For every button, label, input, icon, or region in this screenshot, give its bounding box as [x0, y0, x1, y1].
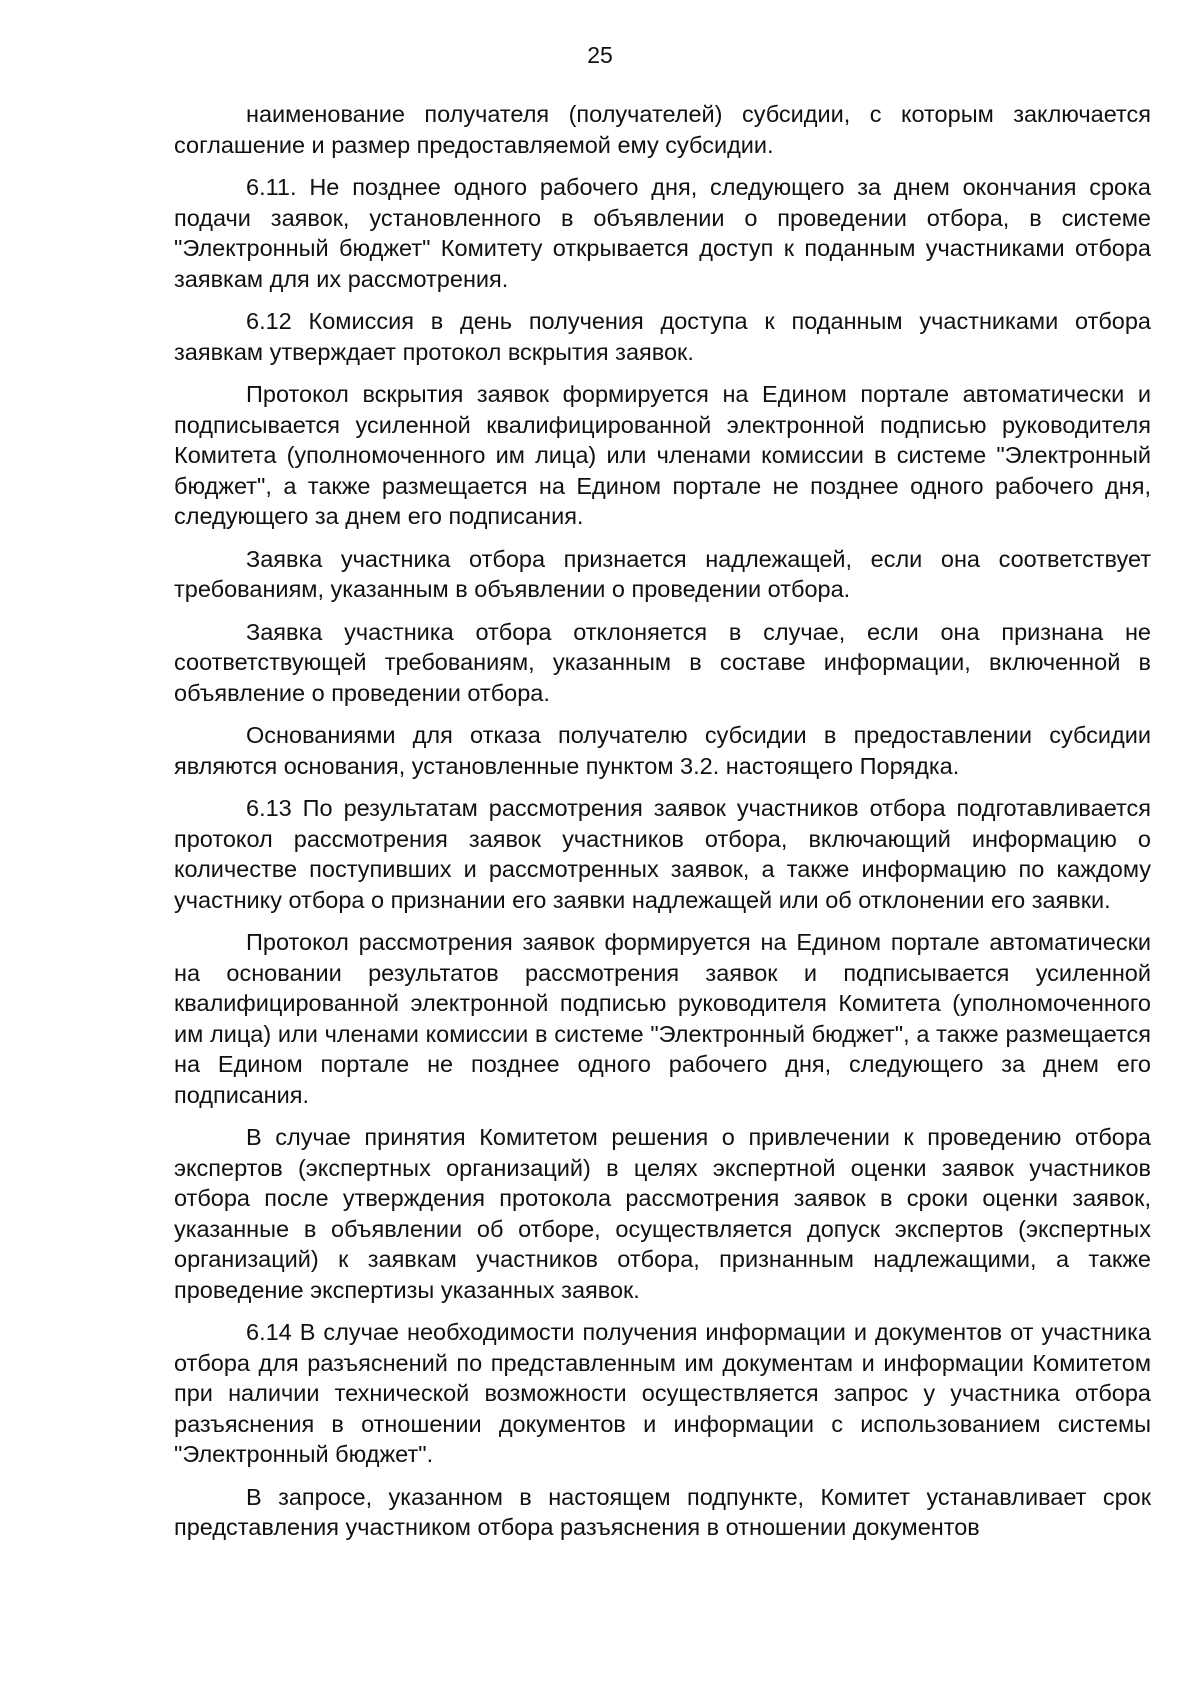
- paragraph-6-14: 6.14 В случае необходимости получения информации и документов от участника отбора для разъяснений по представленным им документам и информации Комитетом при наличии технической возможности осуществляется запрос у участника отбора разъяснения в отношении документов и информации с использованием системы "Электронный бюджет".: [174, 1319, 1151, 1467]
- document-body: [174, 99, 1151, 1555]
- paragraph-6-13: 6.13 По результатам рассмотрения заявок участников отбора подготавливается протокол рассмотрения заявок участников отбора, включающий информацию о количестве поступивших и рассмотренных заявок, а также информацию по каждому участнику отбора о признании его заявки надлежащей или об отклонении его заявки.: [174, 795, 1151, 913]
- paragraph-application-rejected: Заявка участника отбора отклоняется в случае, если она признана не соответствующей требованиям, указанным в составе информации, включенной в объявление о проведении отбора.: [174, 618, 1151, 706]
- paragraph-review-protocol: Протокол рассмотрения заявок формируется на Едином портале автоматически на основании результатов рассмотрения заявок и подписывается усиленной квалифицированной электронной подписью руководителя Комитета (уполномоченного им лица) или членами комиссии в системе "Электронный бюджет", а также размещается на Едином портале не позднее одного рабочего дня, следующего за днем его подписания.: [174, 929, 1151, 1108]
- paragraph-application-valid: Заявка участника отбора признается надлежащей, если она соответствует требованиям, указанным в объявлении о проведении отбора.: [174, 545, 1151, 602]
- paragraph-opening-protocol: Протокол вскрытия заявок формируется на Едином портале автоматически и подписывается усиленной квалифицированной электронной подписью руководителя Комитета (уполномоченного им лица) или членами комиссии в системе "Электронный бюджет", а также размещается на Едином портале не позднее одного рабочего дня, следующего за днем его подписания.: [174, 381, 1151, 529]
- page-number: 25: [587, 42, 613, 68]
- paragraph-6-12: 6.12 Комиссия в день получения доступа к поданным участниками отбора заявкам утверждает протокол вскрытия заявок.: [174, 308, 1151, 365]
- paragraph-experts: В случае принятия Комитетом решения о привлечении к проведению отбора экспертов (экспертных организаций) в целях экспертной оценки заявок участников отбора после утверждения протокола рассмотрения заявок в сроки оценки заявок, указанные в объявлении об отборе, осуществляется допуск экспертов (экспертных организаций) к заявкам участников отбора, признанным надлежащими, а также проведение экспертизы указанных заявок.: [174, 1124, 1151, 1303]
- paragraph-6-11: 6.11. Не позднее одного рабочего дня, следующего за днем окончания срока подачи заявок, установленного в объявлении о проведении отбора, в системе "Электронный бюджет" Комитету открывается доступ к поданным участниками отбора заявкам для их рассмотрения.: [174, 174, 1151, 292]
- paragraph-continuation: наименование получателя (получателей) субсидии, с которым заключается соглашение и размер предоставляемой ему субсидии.: [174, 101, 1151, 158]
- paragraph-refusal-grounds: Основаниями для отказа получателю субсидии в предоставлении субсидии являются основания, установленные пунктом 3.2. настоящего Порядка.: [174, 722, 1151, 779]
- paragraph-request-deadline: В запросе, указанном в настоящем подпункте, Комитет устанавливает срок представления участником отбора разъяснения в отношении документов: [174, 1483, 1151, 1540]
